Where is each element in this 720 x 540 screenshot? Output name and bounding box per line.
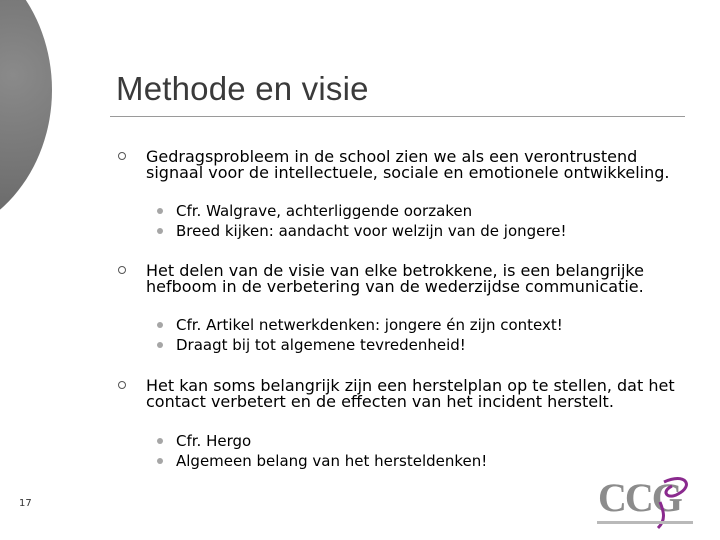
hollow-bullet-icon [118,152,126,160]
dot-bullet-icon [157,342,163,348]
ccg-logo [594,472,698,532]
sub-bullet-2-2 [176,336,696,354]
sub-bullet-2-2-text: Draagt bij tot algemene tevredenheid! [176,336,466,354]
sub-bullet-1-1 [176,202,696,220]
sub-bullet-1-1-text: Cfr. Walgrave, achterliggende oorzaken [176,202,473,220]
bullet-1-text: Gedragsprobleem in de school zien we als een verontrustend signaal voor de intellectuele, sociale en emotionele ontwikkeling. [146,147,670,182]
bullet-3 [146,378,696,410]
bullet-2-text: Het delen van de visie van elke betrokkene, is een belangrijke hefboom in de verbetering van de wederzijdse communicatie. [146,261,644,296]
bullet-2 [146,263,696,295]
sub-bullet-3-1 [176,432,696,450]
sub-bullet-1-2-text: Breed kijken: aandacht voor welzijn van de jongere! [176,222,567,240]
hollow-bullet-icon [118,266,126,274]
logo-tagline-bar [597,521,693,524]
bullet-3-text: Het kan soms belangrijk zijn een herstelplan op te stellen, dat het contact verbetert en de effecten van het incident herstelt. [146,376,675,411]
sub-bullet-2-1 [176,316,696,334]
dot-bullet-icon [157,438,163,444]
dot-bullet-icon [157,208,163,214]
sub-bullet-2-1-text: Cfr. Artikel netwerkdenken: jongere én zijn context! [176,316,563,334]
logo-mark: CCG [598,475,681,520]
bullet-1 [146,149,696,181]
hollow-bullet-icon [118,381,126,389]
dot-bullet-icon [157,228,163,234]
sub-bullet-3-2-text: Algemeen belang van het hersteldenken! [176,452,488,470]
dot-bullet-icon [157,322,163,328]
sub-bullet-1-2 [176,222,696,240]
page-number: 17 [19,498,32,509]
sub-bullet-3-2 [176,452,696,470]
dot-bullet-icon [157,458,163,464]
slide-title: Methode en visie [116,70,369,107]
sub-bullet-3-1-text: Cfr. Hergo [176,432,252,450]
